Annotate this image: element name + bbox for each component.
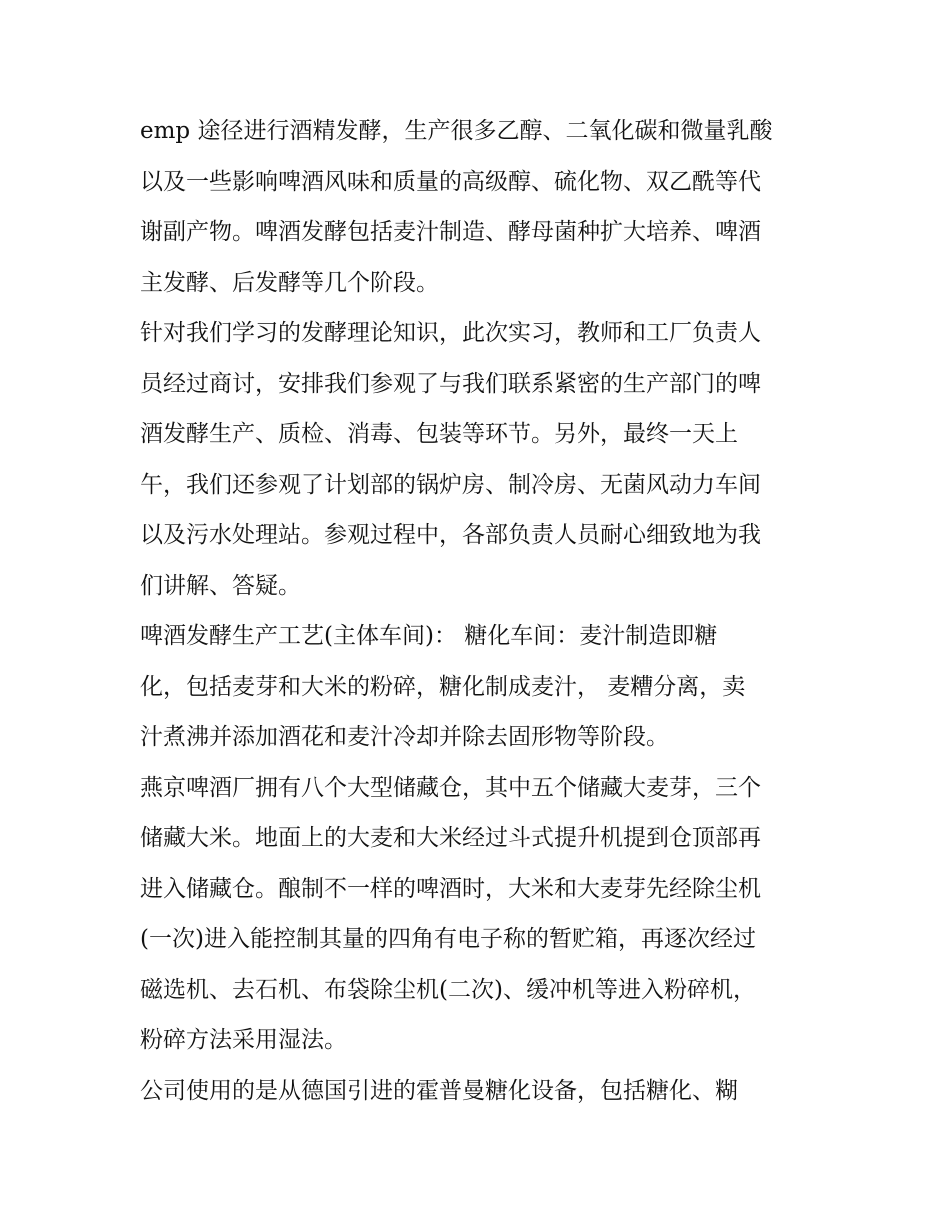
text-line: 员经过商讨，安排我们参观了与我们联系紧密的生产部门的啤 [140,370,761,397]
text-line: 公司使用的是从德国引进的霍普曼糖化设备，包括糖化、糊 [140,1077,738,1104]
paragraph-4 [140,763,820,1066]
paragraph-3 [140,611,820,763]
text-line: 午，我们还参观了计划部的锅炉房、制冷房、无菌风动力车间 [140,471,761,498]
paragraph-1 [140,106,820,308]
paragraph-5 [140,1066,820,1117]
text-line: (一次)进入能控制其量的四角有电子称的暂贮箱，再逐次经过 [140,926,756,952]
text-line: 磁选机、去石机、布袋除尘机(二次)、缓冲机等进入粉碎机， [140,976,756,1003]
text-line: 燕京啤酒厂拥有八个大型储藏仓，其中五个储藏大麦芽，三个 [140,774,761,801]
text-line: emp 途径进行酒精发酵，生产很多乙醇、二氧化碳和微量乳酸 [140,118,773,144]
text-line: 啤酒发酵生产工艺(主体车间)： 糖化车间：麦汁制造即糖 [140,623,718,649]
text-line: 以及污水处理站。参观过程中，各部负责人员耐心细致地为我 [140,522,761,548]
text-line: 酒发酵生产、质检、消毒、包装等环节。另外，最终一天上 [140,421,738,447]
text-line: 主发酵、后发酵等几个阶段。 [140,269,439,296]
text-line: 针对我们学习的发酵理论知识，此次实习，教师和工厂负责人 [140,320,761,346]
paragraph-2 [140,308,820,611]
text-line: 汁煮沸并添加酒花和麦汁冷却并除去固形物等阶段。 [140,724,669,750]
text-line: 进入储藏仓。酿制不一样的啤酒时，大米和大麦芽先经除尘机 [140,875,761,902]
text-line: 储藏大米。地面上的大麦和大米经过斗式提升机提到仓顶部再 [140,825,761,851]
text-line: 们讲解、答疑。 [140,572,301,599]
text-line: 以及一些影响啤酒风味和质量的高级醇、硫化物、双乙酰等代 [140,168,761,195]
text-line: 粉碎方法采用湿法。 [140,1027,347,1053]
text-line: 谢副产物。啤酒发酵包括麦汁制造、酵母菌种扩大培养、啤酒 [140,219,761,245]
text-line: 化，包括麦芽和大米的粉碎，糖化制成麦汁， 麦糟分离，卖 [140,673,746,700]
document-body [140,106,820,1116]
